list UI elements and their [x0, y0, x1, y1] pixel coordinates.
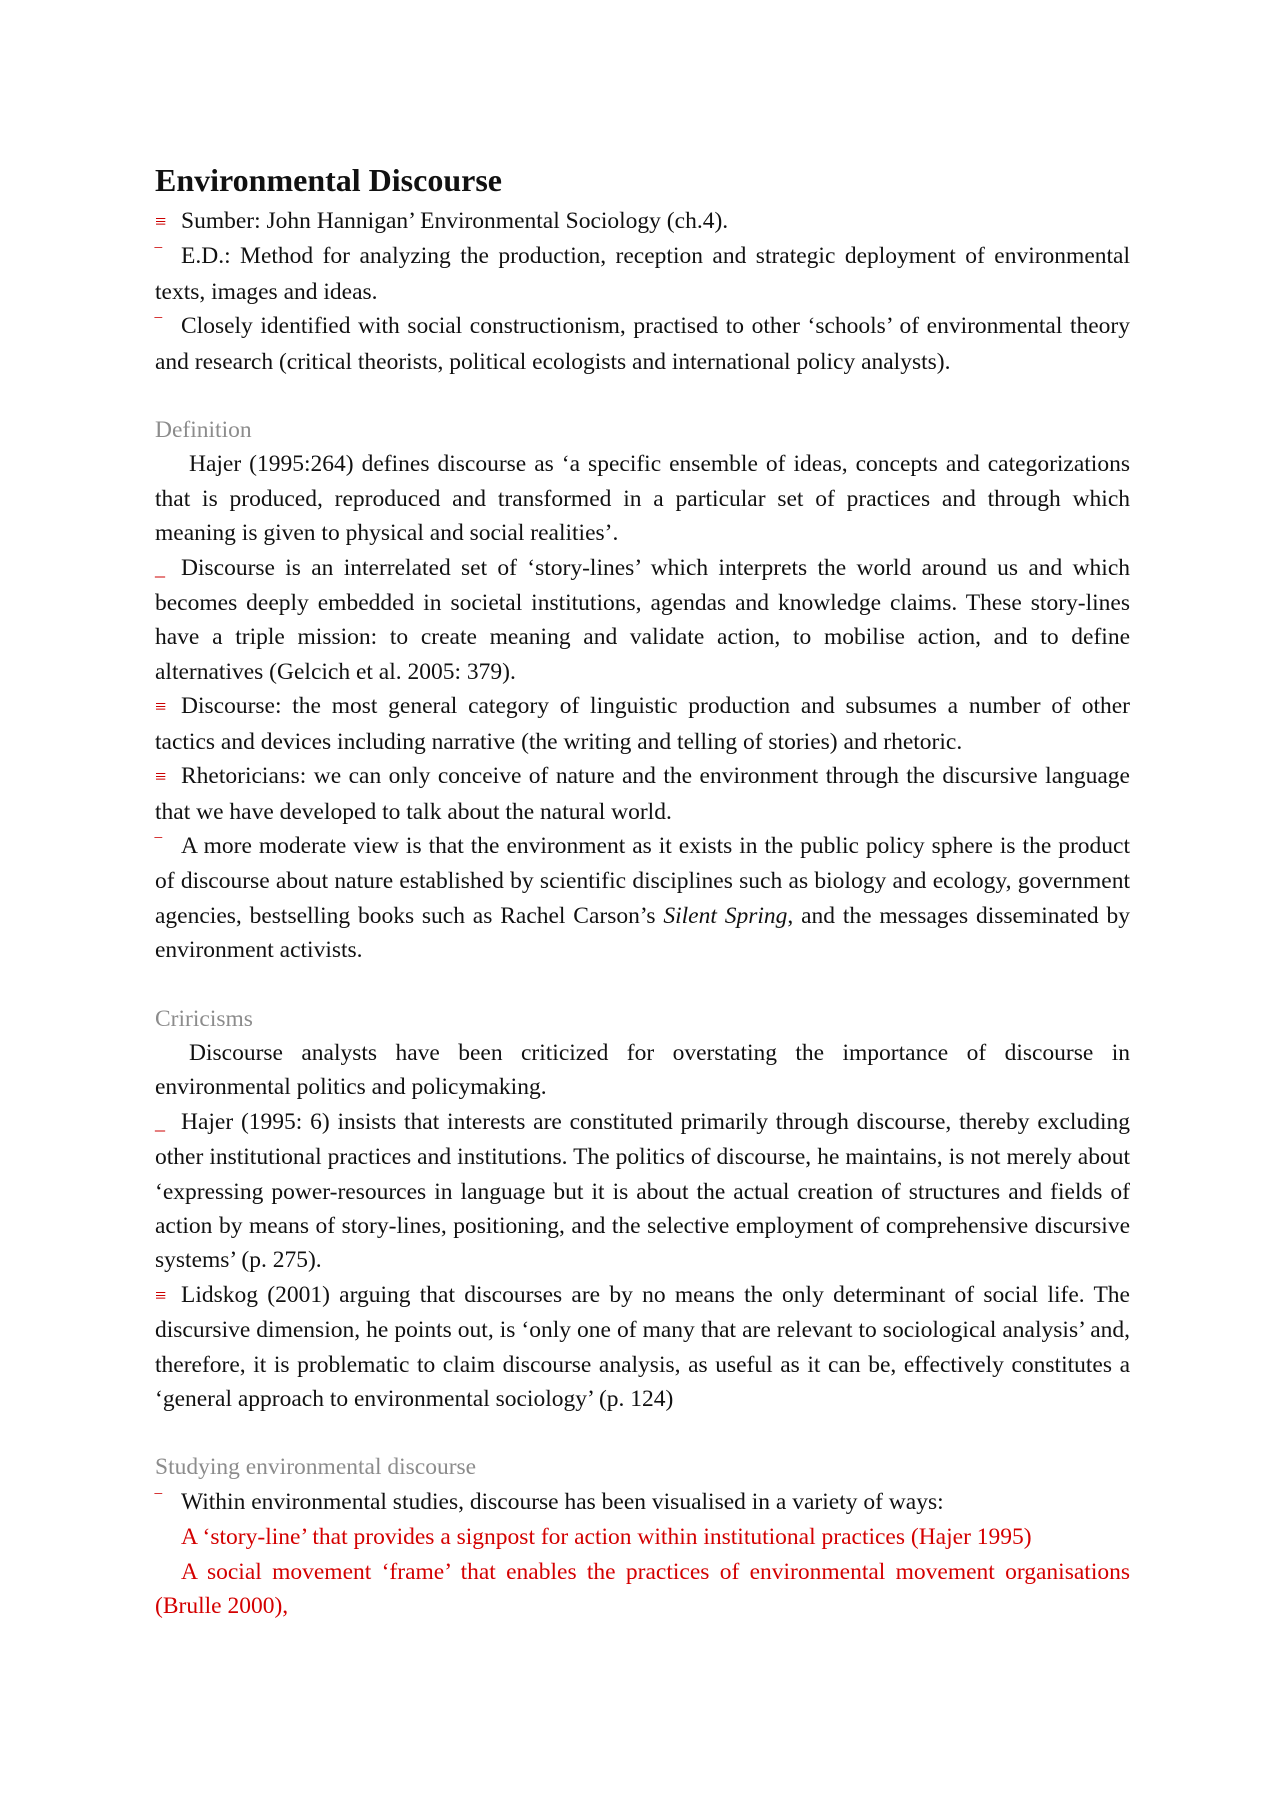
heading-studying: Studying environmental discourse: [155, 1454, 477, 1481]
bullet-icon: _: [155, 1111, 165, 1134]
studying-red-line: A ‘story-line’ that provides a signpost for action within institutional practices (Hajer 1995): [181, 1524, 1032, 1551]
intro-item-source: ≡ Sumber: John Hannigan’ Environmental Sociology (ch.4).: [155, 204, 1130, 239]
definition-item: ≡ Discourse: the most general category of linguistic production and subsumes a number of other tactics and devices including narrative (the writing and telling of stories) and rhetoric.: [155, 689, 1130, 759]
definition-lead: Hajer (1995:264) defines discourse as ‘a specific ensemble of ideas, concepts and categorizations that is produced, reproduced and transformed in a particular set of practices and through which meaning is given to physical and social realities’.: [155, 451, 1130, 547]
criticisms-lead: Discourse analysts have been criticized for overstating the importance of discourse in environmental politics and policymaking.: [155, 1039, 1130, 1101]
bullet-icon: ≡: [155, 211, 167, 233]
intro-item-method: ‾ E.D.: Method for analyzing the production, reception and strategic deployment of environmental texts, images and ideas.: [155, 239, 1130, 309]
document-title: Environmental Discourse: [155, 162, 502, 198]
studying-red-line: A social movement ‘frame’ that enables the practices of environmental movement organisations (Brulle 2000),: [155, 1558, 1130, 1620]
heading-criticisms: Criricisms: [155, 1005, 253, 1032]
intro-item-constructionism: ‾ Closely identified with social constructionism, practised to other ‘schools’ of environmental theory and research (critical theorists, political ecologists and international policy analysts).: [155, 309, 1130, 379]
bullet-icon: ≡: [155, 766, 167, 789]
definition-item: ≡ Rhetoricians: we can only conceive of nature and the environment through the discursive language that we have developed to talk about the natural world.: [155, 759, 1130, 829]
bullet-icon: ≡: [155, 696, 167, 719]
bullet-icon: ‾: [155, 835, 162, 858]
criticisms-item: _ Hajer (1995: 6) insists that interests are constituted primarily through discourse, thereby excluding other institutional practices and institutions. The politics of discourse, he maintains, is not merely about ‘expressing power-resources in language but it is about the actual creation of structures and fields of action by means of story-lines, positioning, and the selective employment of comprehensive discursive systems’ (p. 275).: [155, 1105, 1130, 1278]
document-page: [155, 158, 1130, 1623]
definition-item: _ Discourse is an interrelated set of ‘story-lines’ which interprets the world around us and which becomes deeply embedded in societal institutions, agendas and knowledge claims. These story-lines have a triple mission: to create meaning and validate action, to mobilise action, and to define alternatives (Gelcich et al. 2005: 379).: [155, 551, 1130, 690]
bullet-icon: ‾: [155, 246, 162, 269]
bullet-icon: _: [155, 557, 165, 580]
bullet-icon: ‾: [155, 1491, 162, 1514]
bullet-icon: ‾: [155, 316, 162, 339]
studying-item: ‾ Within environmental studies, discourse has been visualised in a variety of ways:: [155, 1485, 1130, 1520]
bullet-icon: ≡: [155, 1284, 167, 1307]
definition-item-moderate-view: ‾ A more moderate view is that the environment as it exists in the public policy sphere is the product of discourse about nature established by scientific disciplines such as biology and ecology, government agencies, bestselling books such as Rachel Carson’s Silent Spring, and the messages disseminated by environment activists.: [155, 829, 1130, 968]
heading-definition: Definition: [155, 417, 252, 444]
book-title: Silent Spring: [663, 902, 788, 929]
criticisms-item: ≡ Lidskog (2001) arguing that discourses are by no means the only determinant of social life. The discursive dimension, he points out, is ‘only one of many that are relevant to sociological analysis’ and, therefore, it is problematic to claim discourse analysis, as useful as it can be, effectively constitutes a ‘general approach to environmental sociology’ (p. 124): [155, 1278, 1130, 1417]
